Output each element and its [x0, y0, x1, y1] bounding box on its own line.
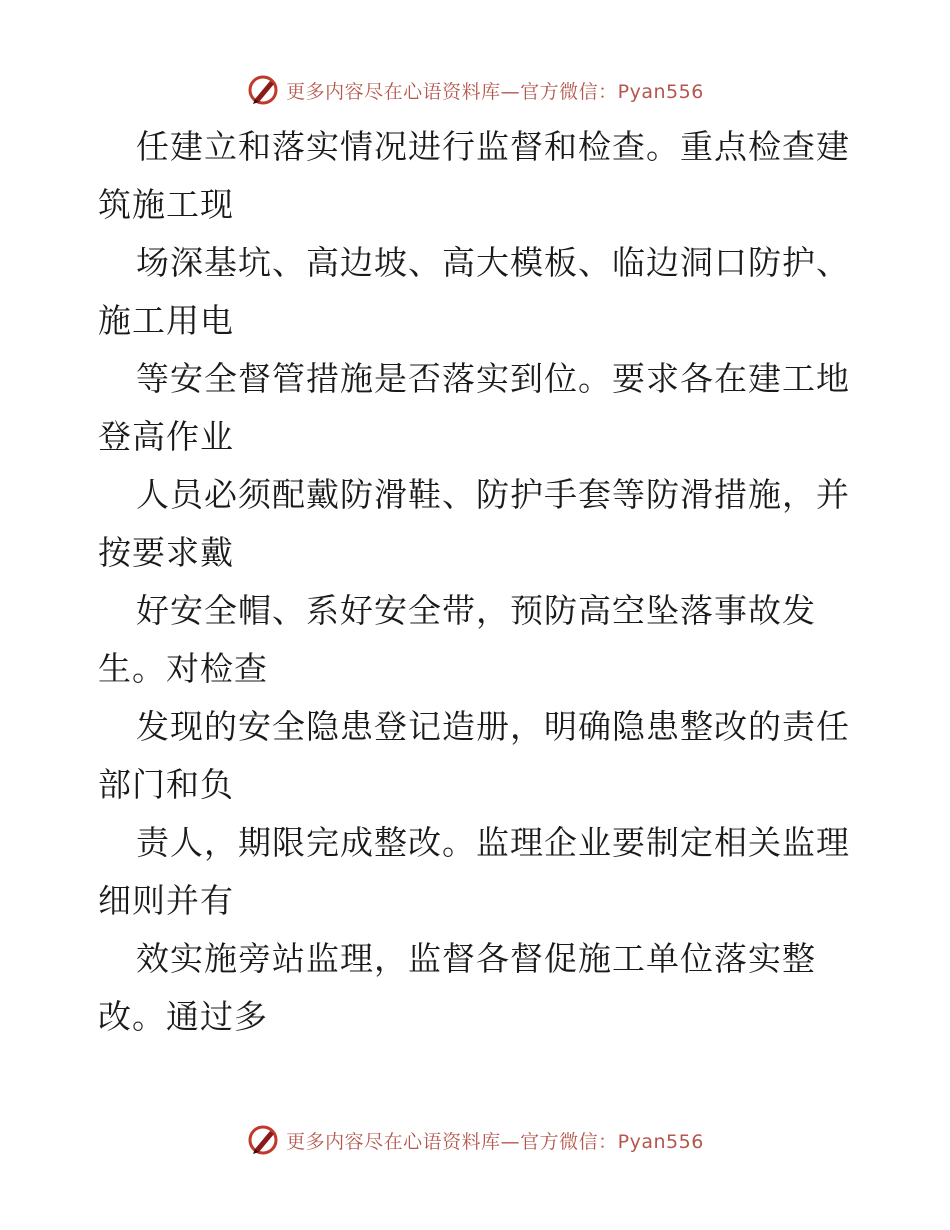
text-line: 筑施工现 — [98, 185, 234, 224]
text-line: 好安全帽、系好安全带，预防高空坠落事故发 — [136, 591, 816, 630]
text-line: 部门和负 — [98, 765, 234, 804]
text-line: 责人，期限完成整改。监理企业要制定相关监理 — [136, 823, 850, 862]
footer-banner — [0, 1120, 950, 1160]
text-line: 人员必须配戴防滑鞋、防护手套等防滑措施，并 — [136, 475, 850, 514]
text-line: 发现的安全隐患登记造册，明确隐患整改的责任 — [136, 707, 850, 746]
text-line: 按要求戴 — [98, 533, 234, 572]
text-line: 任建立和落实情况进行监督和检查。重点检查建 — [136, 127, 850, 166]
header-banner — [0, 70, 950, 110]
footer-banner-text: 更多内容尽在心语资料库—官方微信：Pyan556 — [286, 1130, 704, 1153]
text-line: 等安全督管措施是否落实到位。要求各在建工地 — [136, 359, 850, 398]
header-banner-text: 更多内容尽在心语资料库—官方微信：Pyan556 — [286, 80, 704, 103]
pen-circle-logo-icon — [246, 1123, 280, 1157]
pen-circle-logo-icon — [246, 73, 280, 107]
text-line: 效实施旁站监理，监督各督促施工单位落实整 — [136, 939, 816, 978]
text-line: 施工用电 — [98, 301, 234, 340]
text-line: 登高作业 — [98, 417, 234, 456]
text-line: 改。通过多 — [98, 997, 268, 1036]
document-body — [98, 118, 858, 1046]
text-line: 细则并有 — [98, 881, 234, 920]
text-line: 场深基坑、高边坡、高大模板、临边洞口防护、 — [136, 243, 850, 282]
text-line: 生。对检查 — [98, 649, 268, 688]
